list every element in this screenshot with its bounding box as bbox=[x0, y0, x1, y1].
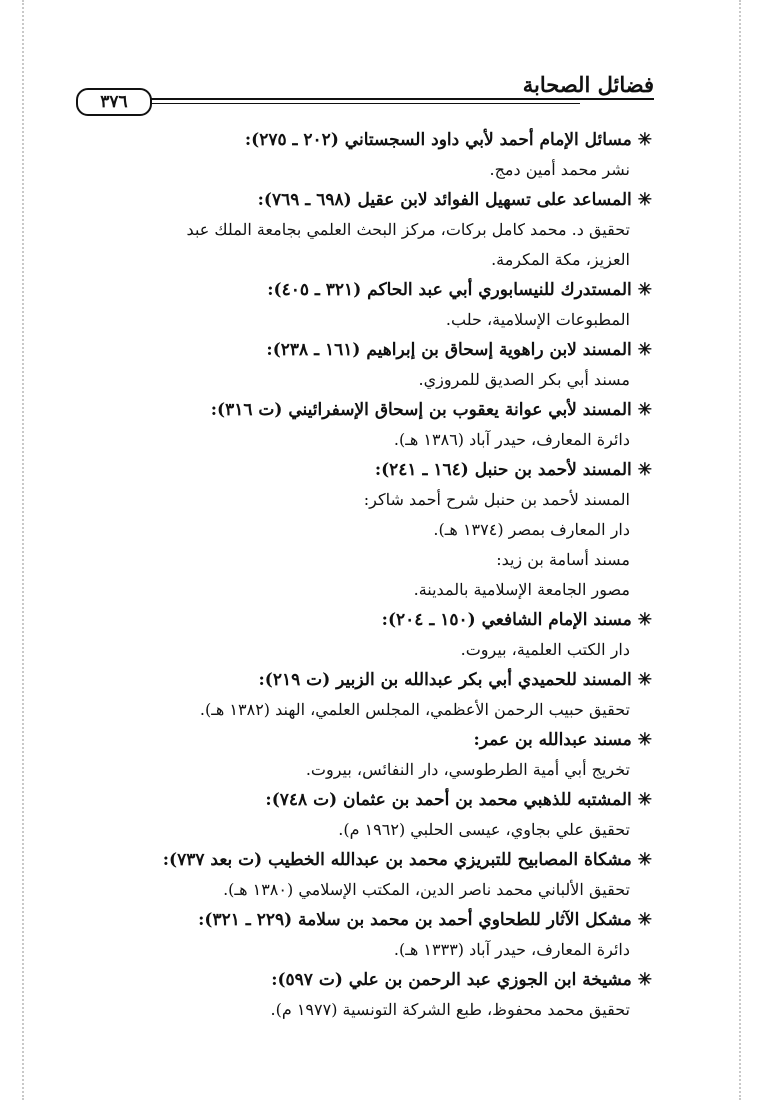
entry-detail: تحقيق محمد محفوظ، طبع الشركة التونسية (١٩٧٧ م). bbox=[270, 1000, 630, 1019]
header-rule bbox=[80, 98, 654, 100]
asterisk-bullet-icon: ✳ bbox=[637, 190, 652, 210]
entry-detail: نشر محمد أمين دمج. bbox=[489, 160, 630, 179]
entry-title bbox=[100, 395, 652, 425]
entry-title bbox=[100, 275, 652, 305]
entry-detail: مسند أسامة بن زيد: bbox=[496, 550, 630, 569]
entry-title-text: مسند الإمام الشافعي (١٥٠ ـ ٢٠٤): bbox=[381, 610, 632, 630]
asterisk-bullet-icon: ✳ bbox=[637, 460, 652, 480]
asterisk-bullet-icon: ✳ bbox=[637, 340, 652, 360]
entry-title-text: مشكاة المصابيح للتبريزي محمد بن عبدالله الخطيب (ت بعد ٧٣٧): bbox=[162, 850, 632, 870]
asterisk-bullet-icon: ✳ bbox=[637, 280, 652, 300]
entry-detail: تحقيق حبيب الرحمن الأعظمي، المجلس العلمي، الهند (١٣٨٢ هـ). bbox=[199, 700, 630, 719]
entry-detail: دار الكتب العلمية، بيروت. bbox=[460, 640, 630, 659]
entry-detail: المطبوعات الإسلامية، حلب. bbox=[445, 310, 630, 329]
running-title: فضائل الصحابة bbox=[522, 72, 654, 97]
asterisk-bullet-icon: ✳ bbox=[637, 400, 652, 420]
entry-title bbox=[100, 725, 652, 755]
entry-detail: تحقيق د. محمد كامل بركات، مركز البحث العلمي بجامعة الملك عبد bbox=[186, 220, 630, 239]
asterisk-bullet-icon: ✳ bbox=[637, 730, 652, 750]
entry-title-text: مشيخة ابن الجوزي عبد الرحمن بن علي (ت ٥٩٧): bbox=[271, 970, 632, 990]
asterisk-bullet-icon: ✳ bbox=[637, 790, 652, 810]
entry-title-text: مسند عبدالله بن عمر: bbox=[473, 730, 632, 750]
entry-title-text: المسند لابن راهوية إسحاق بن إبراهيم (١٦١ ـ ٢٣٨): bbox=[266, 340, 632, 360]
entry-title-text: المسند لأبي عوانة يعقوب بن إسحاق الإسفرائيني (ت ٣١٦): bbox=[210, 400, 632, 420]
entry-detail: دائرة المعارف، حيدر آباد (١٣٣٣ هـ). bbox=[393, 940, 630, 959]
asterisk-bullet-icon: ✳ bbox=[637, 610, 652, 630]
entry-detail: دائرة المعارف، حيدر آباد (١٣٨٦ هـ). bbox=[393, 430, 630, 449]
entry-title bbox=[100, 905, 652, 935]
entry-title-text: المسند لأحمد بن حنبل (١٦٤ ـ ٢٤١): bbox=[374, 460, 632, 480]
entry-title-text: المشتبه للذهبي محمد بن أحمد بن عثمان (ت ٧٤٨): bbox=[265, 790, 632, 810]
entry-title bbox=[100, 335, 652, 365]
entry-title bbox=[100, 665, 652, 695]
scan-margin-dots-right bbox=[739, 0, 741, 1100]
entry-title bbox=[100, 185, 652, 215]
entry-title-text: المسند للحميدي أبي بكر عبدالله بن الزبير (ت ٢١٩): bbox=[258, 670, 632, 690]
entry-detail: مسند أبي بكر الصديق للمروزي. bbox=[418, 370, 630, 389]
asterisk-bullet-icon: ✳ bbox=[637, 670, 652, 690]
entry-detail: تخريج أبي أمية الطرطوسي، دار النفائس، بيروت. bbox=[305, 760, 630, 779]
entry-detail: المسند لأحمد بن حنبل شرح أحمد شاكر: bbox=[363, 490, 630, 509]
entry-title-text: مشكل الآثار للطحاوي أحمد بن محمد بن سلامة (٢٢٩ ـ ٣٢١): bbox=[198, 910, 632, 930]
entry-title-text: مسائل الإمام أحمد لأبي داود السجستاني (٢٠٢ ـ ٢٧٥): bbox=[244, 130, 632, 150]
scan-margin-dots-left bbox=[22, 0, 24, 1100]
asterisk-bullet-icon: ✳ bbox=[637, 970, 652, 990]
entry-title bbox=[100, 605, 652, 635]
entry-title-text: المساعد على تسهيل الفوائد لابن عقيل (٦٩٨ ـ ٧٦٩): bbox=[257, 190, 632, 210]
entry-detail: مصور الجامعة الإسلامية بالمدينة. bbox=[413, 580, 630, 599]
entry-title bbox=[100, 845, 652, 875]
entry-title bbox=[100, 785, 652, 815]
page-header bbox=[80, 72, 654, 112]
asterisk-bullet-icon: ✳ bbox=[637, 910, 652, 930]
entry-title-text: المستدرك للنيسابوري أبي عبد الحاكم (٣٢١ ـ ٤٠٥): bbox=[267, 280, 632, 300]
entry-title bbox=[100, 125, 652, 155]
asterisk-bullet-icon: ✳ bbox=[637, 850, 652, 870]
entry-title bbox=[100, 965, 652, 995]
entry-detail: دار المعارف بمصر (١٣٧٤ هـ). bbox=[433, 520, 630, 539]
entry-detail: تحقيق الألباني محمد ناصر الدين، المكتب الإسلامي (١٣٨٠ هـ). bbox=[223, 880, 630, 899]
entry-title bbox=[100, 455, 652, 485]
page-number: ٣٧٦ bbox=[76, 88, 152, 116]
bibliography-list bbox=[100, 125, 652, 1025]
entry-detail: العزيز، مكة المكرمة. bbox=[491, 250, 630, 269]
header-rule-thin bbox=[80, 103, 580, 104]
asterisk-bullet-icon: ✳ bbox=[637, 130, 652, 150]
entry-detail: تحقيق علي بجاوي، عيسى الحلبي (١٩٦٢ م). bbox=[338, 820, 630, 839]
